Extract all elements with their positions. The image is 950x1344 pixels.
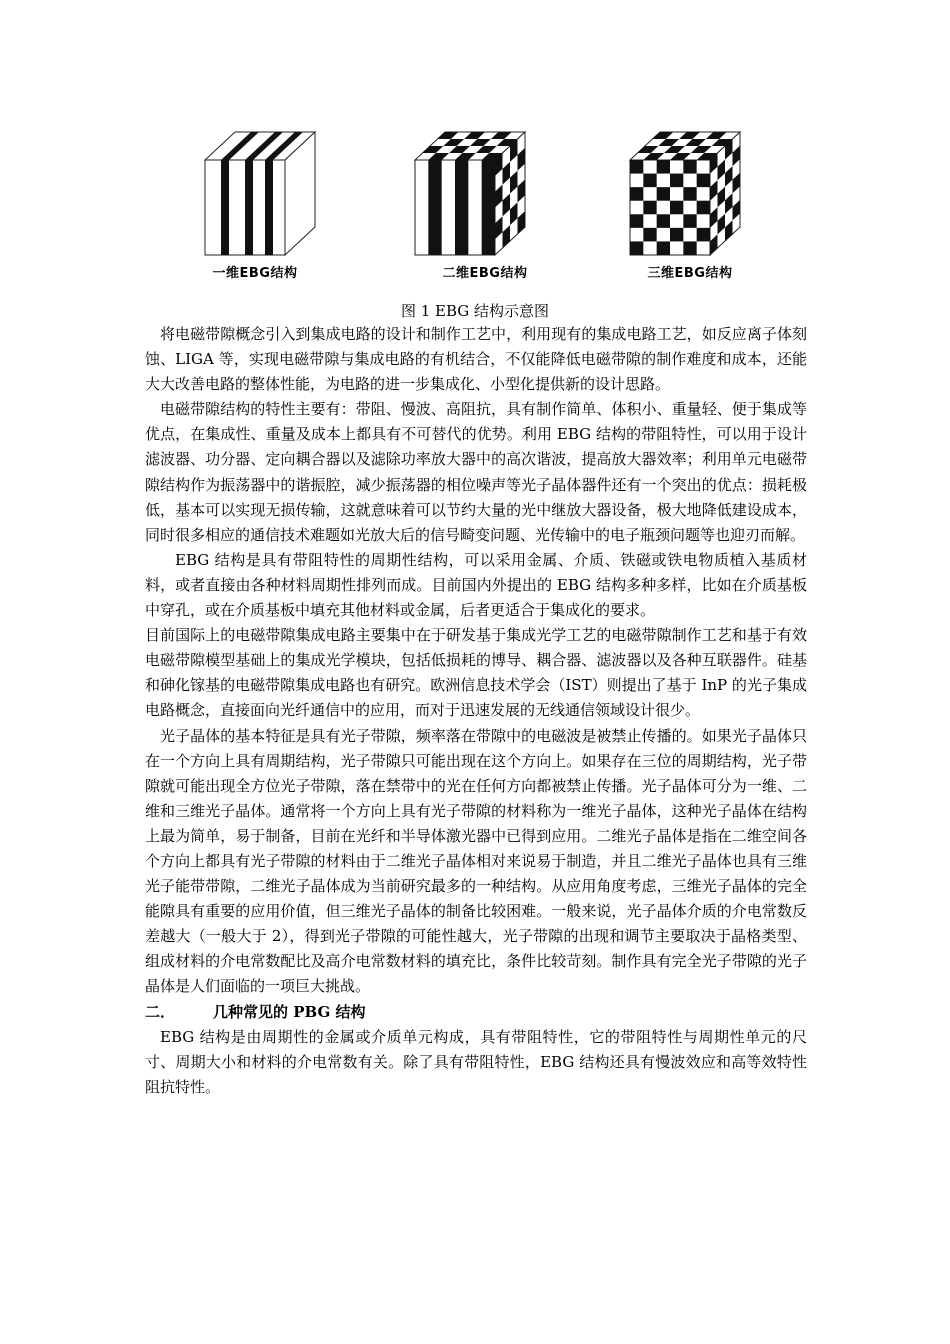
- cube-shape: [657, 241, 670, 255]
- figure-2d-ebg: [395, 120, 575, 290]
- cube-shape: [657, 214, 670, 228]
- paragraph: 电磁带隙结构的特性主要有：带阻、慢波、高阻抗，具有制作简单、体积小、重量轻、便于集成等优点，在集成性、重量及成本上都具有不可替代的优势。利用 EBG 结构的带阻特性，可以用于设计滤波器、功分器、定向耦合器以及滤除功率放大器中的高次谐波，提高放大器效率；利用单元电磁带隙结构作为振荡器中的谐振腔，减少振荡器的相位噪声等光子晶体器件还有一个突出的优点：损耗极低，基本可以实现无损传输，这就意味着可以节约大量的光中继放大器设备，极大地降低建设成本，同时很多相应的通信技术难题如光放大后的信号畸变问题、光传输中的电子瓶颈问题等也迎刃而解。: [145, 400, 807, 544]
- ebg-figure: [145, 120, 805, 290]
- cube-shape: [697, 228, 710, 242]
- cube-shape: [482, 160, 495, 255]
- cube-shape: [697, 174, 710, 188]
- cube-shape: [670, 201, 683, 215]
- figure-label-3d: 三维EBG结构: [647, 266, 733, 281]
- section-heading: [145, 1000, 807, 1025]
- cube-shape: [630, 214, 643, 228]
- paragraph: EBG 结构是由周期性的金属或介质单元构成，具有带阻特性，它的带阻特性与周期性单元的尺寸、周期大小和材料的介电常数有关。除了具有带阻特性，EBG 结构还具有慢波效应和高等效特性阻抗特性。: [145, 1027, 807, 1096]
- cube-shape: [657, 160, 670, 174]
- cube-shape: [670, 174, 683, 188]
- paragraph: 光子晶体的基本特征是具有光子带隙，频率落在带隙中的电磁波是被禁止传播的。如果光子晶体只在一个方向上具有周期结构，光子带隙只可能出现在这个方向上。如果存在三位的周期结构，光子带隙就可能出现全方位光子带隙，落在禁带中的光在任何方向都被禁止传播。光子晶体可分为一维、二维和三维光子晶体。通常将一个方向上具有光子带隙的材料称为一维光子晶体，这种光子晶体在结构上最为简单，易于制备，目前在光纤和半导体激光器中已得到应用。二维光子晶体是指在二维空间各个方向上都具有光子带隙的材料由于二维光子晶体相对来说易于制造，并且二维光子晶体也具有三维光子能带带隙，二维光子晶体成为当前研究最多的一种结构。从应用角度考虑，三维光子晶体的完全能隙具有重要的应用价值，但三维光子晶体的制备比较困难。一般来说，光子晶体介质的介电常数反差越大（一般大于 2），得到光子带隙的可能性越大，光子带隙的出现和调节主要取决于晶格类型、组成材料的介电常数配比及高介电常数材料的填充比，条件比较苛刻。制作具有完全光子带隙的光子晶体是人们面临的一项巨大挑战。: [145, 726, 807, 996]
- cube-shape: [630, 241, 643, 255]
- cube-shape: [683, 214, 696, 228]
- section-title: 几种常见的 PBG 结构: [213, 1002, 366, 1021]
- cube-shape: [670, 228, 683, 242]
- paragraph: 将电磁带隙概念引入到集成电路的设计和制作工艺中，利用现有的集成电路工艺，如反应离子体刻蚀、LIGA 等，实现电磁带隙与集成电路的有机结合，不仅能降低电磁带隙的制作难度和成本，还能大大改善电路的整体性能，为电路的进一步集成化、小型化提供新的设计思路。: [145, 325, 807, 394]
- cube-shape: [630, 160, 643, 174]
- figure-label-2d: 二维EBG结构: [442, 266, 528, 281]
- cube-shape: [683, 160, 696, 174]
- figure-1d-ebg: [185, 120, 365, 290]
- cube-shape: [455, 160, 468, 255]
- cube-shape: [643, 201, 656, 215]
- paragraph: EBG 结构是具有带阻特性的周期性结构，可以采用金属、介质、铁磁或铁电物质植入基质材料，或者直接由各种材料周期性排列而成。目前国内外提出的 EBG 结构多种多样，比如在介质基板中穿孔，或在介质基板中填充其他材料或金属，后者更适合于集成化的要求。: [145, 550, 807, 620]
- figure-3d-ebg: [610, 120, 790, 290]
- cube-shape: [643, 174, 656, 188]
- cube-shape: [683, 241, 696, 255]
- cube-shape: [265, 160, 273, 255]
- cube-3d-illustration: [610, 120, 780, 260]
- cube-2d-illustration: [395, 120, 565, 260]
- section-number: 二．: [145, 1002, 176, 1021]
- cube-shape: [683, 187, 696, 201]
- body-text: [145, 322, 807, 1100]
- figure-label-1d: 一维EBG结构: [212, 266, 298, 281]
- cube-shape: [657, 187, 670, 201]
- cube-shape: [245, 160, 253, 255]
- cube-shape: [697, 201, 710, 215]
- cube-1d-illustration: [185, 120, 355, 260]
- figure-caption: 图 1 EBG 结构示意图: [400, 302, 550, 320]
- cube-shape: [630, 187, 643, 201]
- paragraph: 目前国际上的电磁带隙集成电路主要集中在于研发基于集成光学工艺的电磁带隙制作工艺和基于有效电磁带隙模型基础上的集成光学模块，包括低损耗的博导、耦合器、滤波器以及各种互联器件。硅基和砷化镓基的电磁带隙集成电路也有研究。欧洲信息技术学会（IST）则提出了基于 InP 的光子集成电路概念，直接面向光纤通信中的应用，而对于迅速发展的无线通信领域设计很少。: [145, 626, 807, 720]
- cube-shape: [221, 160, 229, 255]
- cube-shape: [643, 228, 656, 242]
- cube-shape: [428, 160, 441, 255]
